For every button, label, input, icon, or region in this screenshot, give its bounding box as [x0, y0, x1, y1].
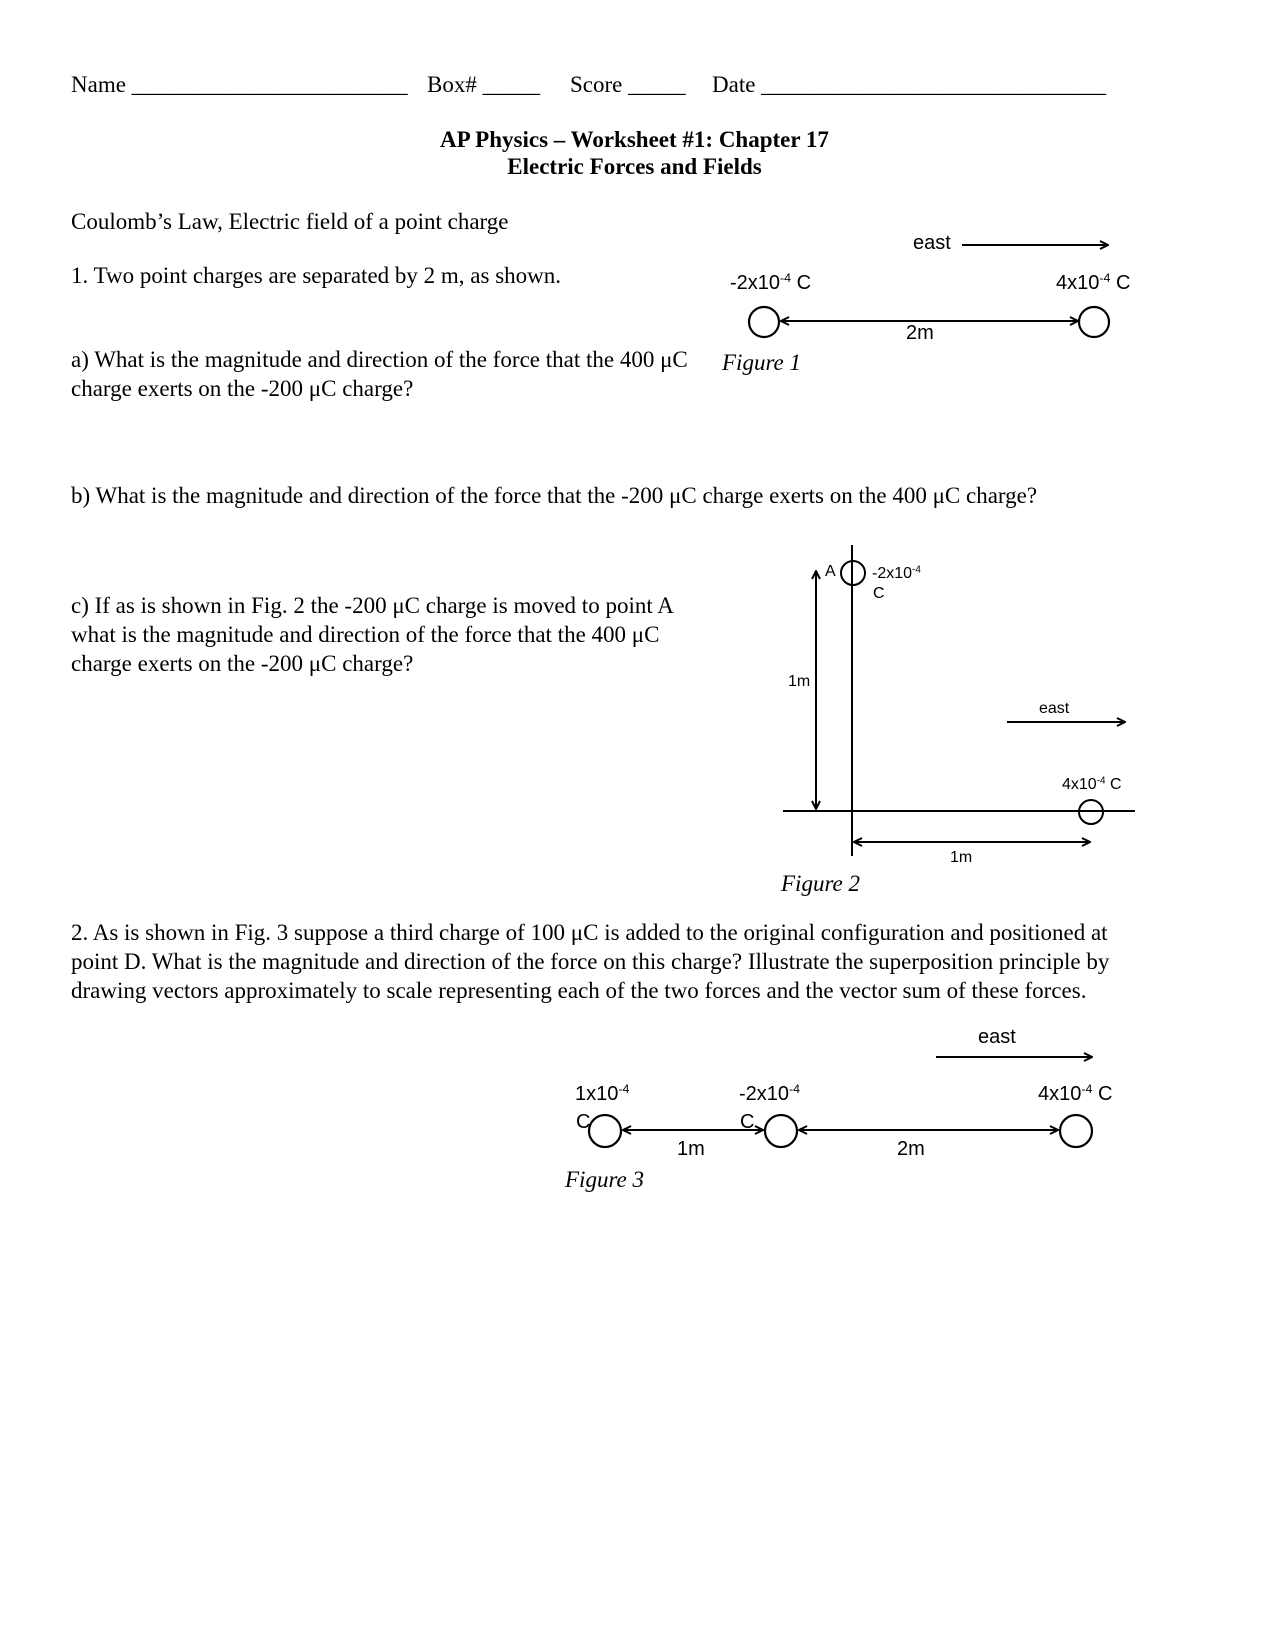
figure2-negative-charge-label: $-2x10^{-4}$ [872, 564, 921, 582]
name-blank: ________________________ [131, 72, 408, 97]
score-label: Score [570, 72, 623, 97]
question-1b: b) What is the magnitude and direction of the force that the -200 μC charge exerts on the 400 μC charge? [71, 483, 1038, 508]
topic-heading: Coulomb’s Law, Electric field of a point charge [71, 209, 509, 234]
figure3-negative-charge-label: $-2x10^{-4}$ [739, 1082, 801, 1105]
figure3-left-distance-label: 1m [677, 1138, 705, 1160]
figure1-east-label: east [913, 232, 951, 254]
box-blank: _____ [482, 72, 541, 97]
question-1-stem: 1. Two point charges are separated by 2 m, as shown. [71, 263, 562, 288]
figure3-third-charge-unit: C [576, 1111, 591, 1133]
figure2-caption: Figure 2 [781, 871, 860, 896]
figure3-third-charge-label: $1x10^{-4}$ [575, 1082, 630, 1105]
figure3-east-label: east [978, 1026, 1016, 1048]
figure2-negative-charge-unit: C [873, 585, 885, 602]
figure1-distance-label: 2m [906, 322, 934, 344]
figure1-positive-charge-label: $4x10^{-4}$ C [1056, 271, 1131, 294]
figure2-point-a-label: A [825, 563, 836, 580]
date-label: Date [712, 72, 756, 97]
figure1-negative-charge-label: $-2x10^{-4}$ C [730, 271, 812, 294]
figure3-third-charge [589, 1115, 621, 1147]
page-title: AP Physics – Worksheet #1: Chapter 17 [440, 127, 829, 152]
figure3-diagram [589, 1057, 1092, 1147]
figure3-positive-charge [1060, 1115, 1092, 1147]
figure1-diagram [749, 245, 1109, 337]
figure1-caption: Figure 1 [722, 350, 801, 375]
question-2: 2. As is shown in Fig. 3 suppose a third charge of 100 μC is added to the original configuration and positioned at point D. What is the magnitude and direction of the force on this charge? Illustrate the superposition principle by drawing vectors approximately to scale representing each of the two forces and the vector sum of these forces. [71, 920, 1110, 1003]
figure1-negative-charge [749, 307, 779, 337]
question-1c: c) If as is shown in Fig. 2 the -200 μC charge is moved to point A what is the magnitude and direction of the force that the 400 μC charge exerts on the -200 μC charge? [71, 593, 673, 676]
score-blank: _____ [628, 72, 686, 97]
figure3-positive-charge-label: $4x10^{-4}$ C [1038, 1082, 1113, 1105]
figure3-caption: Figure 3 [565, 1167, 644, 1192]
figure3-negative-charge-unit: C [740, 1111, 755, 1133]
figure2-positive-charge-label: $4x10^{-4}$ C [1062, 775, 1122, 793]
figure1-positive-charge [1079, 307, 1109, 337]
figure3-right-distance-label: 2m [897, 1138, 925, 1160]
figure3-negative-charge [765, 1115, 797, 1147]
date-blank: ______________________________ [761, 72, 1107, 97]
figure2-horizontal-distance-label: 1m [950, 849, 973, 866]
question-1a: a) What is the magnitude and direction of the force that the 400 μC charge exerts on the -200 μC charge? [71, 347, 688, 401]
figure2-east-label: east [1039, 700, 1070, 717]
figure2-vertical-distance-label: 1m [788, 673, 811, 690]
name-label: Name [71, 72, 126, 97]
page-subtitle: Electric Forces and Fields [507, 154, 762, 179]
figure2-diagram [783, 545, 1135, 856]
box-label: Box# [427, 72, 477, 97]
